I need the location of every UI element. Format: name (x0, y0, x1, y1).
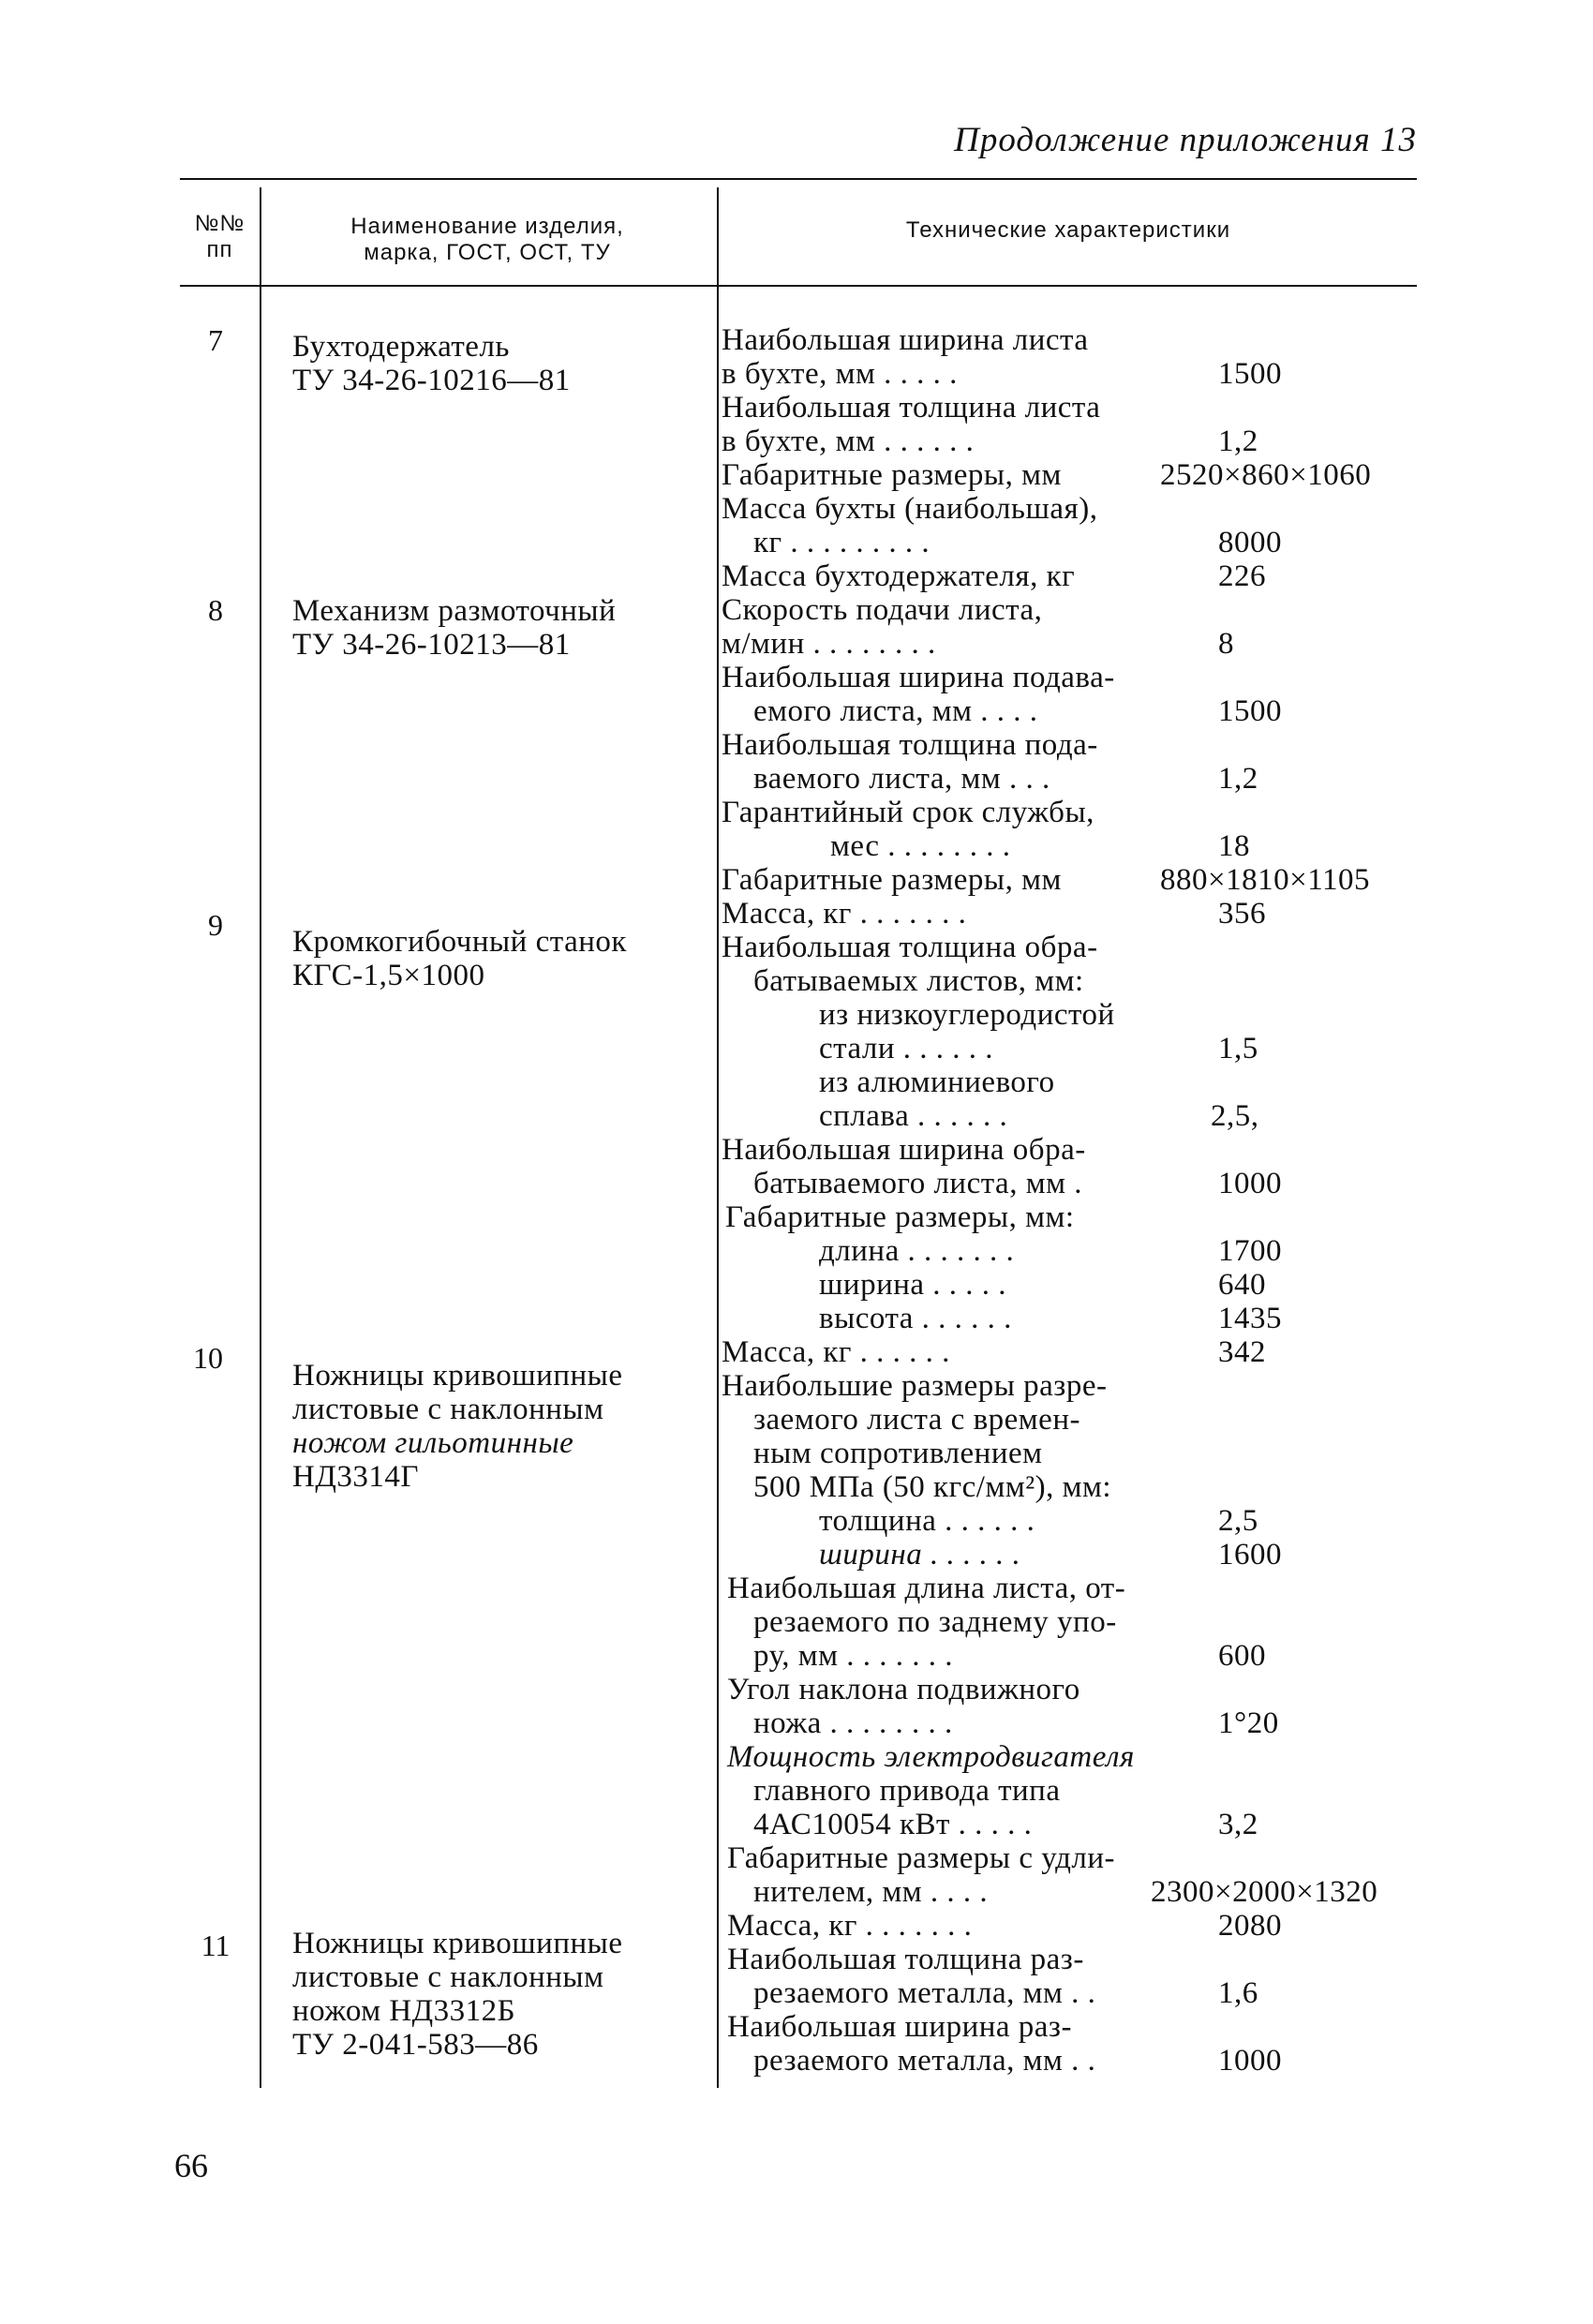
spec-text: Масса бухтодержателя, кг (722, 559, 1076, 593)
column-header-number-text: №№ пп (194, 211, 246, 262)
item-name-line: НД3314Г (292, 1460, 419, 1494)
spec-text: Скорость подачи листа, (722, 593, 1043, 627)
item-name-line: листовые с наклонным (292, 1393, 604, 1426)
column-header-name-text: Наименование изделия, марка, ГОСТ, ОСТ, ТУ (350, 214, 624, 265)
column-header-number (180, 211, 260, 263)
spec-text: Масса бухты (наибольшая), (722, 492, 1098, 526)
spec-line (0, 1032, 1593, 1065)
spec-line (0, 1268, 1593, 1302)
spec-value: 1000 (1218, 2044, 1282, 2078)
item-name-line: КГС-1,5×1000 (292, 959, 485, 992)
spec-text: Мощность электродвигателя (727, 1740, 1135, 1774)
spec-text: заемого листа с времен- (753, 1403, 1080, 1437)
spec-text: Масса, кг . . . . . . . (727, 1909, 973, 1943)
spec-line (0, 1808, 1593, 1841)
spec-text: ваемого листа, мм . . . (753, 762, 1050, 796)
spec-text: Наибольшая толщина листа (722, 391, 1101, 425)
spec-value: 1435 (1218, 1302, 1282, 1335)
spec-line (0, 661, 1593, 694)
spec-value: 8000 (1218, 526, 1282, 559)
spec-text: м/мин . . . . . . . . (722, 627, 936, 661)
spec-text: емого листа, мм . . . . (753, 694, 1038, 728)
spec-value: 2520×860×1060 (1160, 458, 1372, 492)
spec-text: Наибольшая толщина обра- (722, 931, 1098, 964)
spec-text: Наибольшая длина листа, от- (727, 1572, 1126, 1605)
spec-text: нителем, мм . . . . (753, 1875, 989, 1909)
spec-line (0, 1706, 1593, 1740)
spec-line (0, 1369, 1593, 1403)
spec-line (0, 1167, 1593, 1200)
spec-text: резаемого металла, мм . . (753, 2044, 1096, 2078)
spec-text: батываемых листов, мм: (753, 964, 1084, 998)
page-number: 66 (174, 2147, 208, 2184)
spec-text: ножа . . . . . . . . (753, 1706, 953, 1740)
spec-line (0, 458, 1593, 492)
spec-text: Угол наклона подвижного (727, 1673, 1080, 1706)
spec-text: Наибольшая толщина пода- (722, 728, 1098, 762)
spec-line (0, 1470, 1593, 1504)
spec-text: Наибольшая ширина листа (722, 323, 1089, 357)
spec-line (0, 1065, 1593, 1099)
spec-value: 1,2 (1218, 425, 1258, 458)
spec-line (0, 796, 1593, 829)
spec-text: Масса, кг . . . . . . . (722, 897, 967, 931)
column-header-specs-text: Технические характеристики (905, 217, 1231, 243)
spec-line (0, 1605, 1593, 1639)
table-top-rule (180, 178, 1417, 180)
spec-value: 18 (1218, 829, 1250, 863)
row-number: 11 (201, 1929, 231, 1962)
spec-line (0, 897, 1593, 931)
spec-line (0, 593, 1593, 627)
spec-value: 8 (1218, 627, 1234, 661)
item-name-line: ножом НД3312Б (292, 1994, 516, 2028)
spec-value: 1,2 (1218, 762, 1258, 796)
spec-text: в бухте, мм . . . . . (722, 357, 958, 391)
spec-text: стали . . . . . . (819, 1032, 994, 1065)
spec-value: 1600 (1218, 1538, 1282, 1572)
spec-value: 1500 (1218, 357, 1282, 391)
item-name-line: Ножницы кривошипные (292, 1927, 623, 1960)
spec-value: 356 (1218, 897, 1266, 931)
spec-text: Габаритные размеры с удли- (727, 1841, 1116, 1875)
spec-line (0, 1234, 1593, 1268)
spec-text: Габаритные размеры, мм (722, 863, 1062, 897)
spec-line (0, 323, 1593, 357)
spec-line (0, 559, 1593, 593)
page-header: Продолжение приложения 13 (954, 121, 1417, 159)
spec-text: Гарантийный срок службы, (722, 796, 1094, 829)
spec-value: 3,2 (1218, 1808, 1258, 1841)
spec-line (0, 1437, 1593, 1470)
spec-value: 1500 (1218, 694, 1282, 728)
spec-line (0, 1335, 1593, 1369)
spec-text: батываемого листа, мм . (753, 1167, 1082, 1200)
spec-line (0, 1538, 1593, 1572)
item-name-line: ТУ 34-26-10213—81 (292, 628, 571, 662)
spec-text: сплава . . . . . . (819, 1099, 1008, 1133)
spec-line (0, 1403, 1593, 1437)
spec-text: из низкоуглеродистой (819, 998, 1115, 1032)
spec-value: 2080 (1218, 1909, 1282, 1943)
spec-line (0, 931, 1593, 964)
spec-line (0, 863, 1593, 897)
spec-text: ширина . . . . . (819, 1268, 1007, 1302)
spec-line (0, 425, 1593, 458)
row-number: 7 (208, 323, 223, 357)
spec-line (0, 1909, 1593, 1943)
table-header-rule (180, 285, 1417, 287)
spec-line (0, 2010, 1593, 2044)
spec-line (0, 1943, 1593, 1976)
spec-text: кг . . . . . . . . . (753, 526, 930, 559)
spec-line (0, 1875, 1593, 1909)
spec-text: высота . . . . . . (819, 1302, 1012, 1335)
spec-line (0, 1976, 1593, 2010)
spec-text: длина . . . . . . . (819, 1234, 1015, 1268)
spec-line (0, 762, 1593, 796)
spec-line (0, 1099, 1593, 1133)
spec-text: 500 МПа (50 кгс/мм²), мм: (753, 1470, 1112, 1504)
row-number: 9 (208, 908, 223, 942)
spec-line (0, 627, 1593, 661)
spec-text: Наибольшая ширина раз- (727, 2010, 1072, 2044)
spec-line (0, 998, 1593, 1032)
spec-line (0, 391, 1593, 425)
spec-value: 1000 (1218, 1167, 1282, 1200)
spec-text: ру, мм . . . . . . . (753, 1639, 954, 1673)
spec-line (0, 728, 1593, 762)
spec-text: толщина . . . . . . (819, 1504, 1035, 1538)
spec-value: 2,5, (1211, 1099, 1259, 1133)
column-header-name (262, 214, 712, 266)
spec-line (0, 2044, 1593, 2078)
spec-line (0, 526, 1593, 559)
spec-value: 342 (1218, 1335, 1266, 1369)
item-name-line: Механизм размоточный (292, 594, 617, 628)
spec-value: 1,5 (1218, 1032, 1258, 1065)
spec-value: 2300×2000×1320 (1151, 1875, 1378, 1909)
spec-text: Наибольшие размеры разре- (722, 1369, 1108, 1403)
spec-text: главного привода типа (753, 1774, 1061, 1808)
item-name-line: Кромкогибочный станок (292, 925, 627, 959)
spec-text: 4АС10054 кВт . . . . . (753, 1808, 1033, 1841)
spec-text: Наибольшая ширина подава- (722, 661, 1115, 694)
spec-text: ширина . . . . . . (819, 1538, 1021, 1572)
spec-text: ным сопротивлением (753, 1437, 1043, 1470)
spec-value: 640 (1218, 1268, 1266, 1302)
spec-line (0, 492, 1593, 526)
spec-line (0, 694, 1593, 728)
item-name-line: ТУ 2-041-583—86 (292, 2028, 539, 2062)
spec-value: 600 (1218, 1639, 1266, 1673)
row-number: 10 (193, 1341, 223, 1375)
spec-line (0, 964, 1593, 998)
spec-line (0, 1639, 1593, 1673)
item-name-line: ножом гильотинные (292, 1426, 574, 1460)
spec-value: 1700 (1218, 1234, 1282, 1268)
spec-text: Наибольшая ширина обра- (722, 1133, 1086, 1167)
spec-value: 1,6 (1218, 1976, 1258, 2010)
item-name-line: ТУ 34-26-10216—81 (292, 364, 571, 397)
item-name-line: Бухтодержатель (292, 330, 510, 364)
spec-line (0, 829, 1593, 863)
spec-text: Масса, кг . . . . . . (722, 1335, 950, 1369)
column-header-specs (722, 217, 1415, 244)
spec-text: резаемого металла, мм . . (753, 1976, 1096, 2010)
spec-text: Наибольшая толщина раз- (727, 1943, 1084, 1976)
item-name-line: Ножницы кривошипные (292, 1359, 623, 1393)
spec-line (0, 1572, 1593, 1605)
spec-line (0, 1740, 1593, 1774)
spec-text: мес . . . . . . . . (830, 829, 1011, 863)
spec-line (0, 1504, 1593, 1538)
spec-line (0, 1841, 1593, 1875)
spec-text: из алюминиевого (819, 1065, 1055, 1099)
spec-line (0, 1302, 1593, 1335)
spec-value: 2,5 (1218, 1504, 1258, 1538)
spec-text: в бухте, мм . . . . . . (722, 425, 975, 458)
spec-line (0, 1200, 1593, 1234)
spec-value: 880×1810×1105 (1160, 863, 1370, 897)
spec-text: Габаритные размеры, мм (722, 458, 1062, 492)
spec-line (0, 1774, 1593, 1808)
spec-line (0, 357, 1593, 391)
spec-value: 1°20 (1218, 1706, 1279, 1740)
spec-value: 226 (1218, 559, 1266, 593)
spec-line (0, 1133, 1593, 1167)
spec-line (0, 1673, 1593, 1706)
item-name-line: листовые с наклонным (292, 1960, 604, 1994)
spec-text: Габаритные размеры, мм: (725, 1200, 1075, 1234)
row-number: 8 (208, 593, 223, 627)
spec-text: резаемого по заднему упо- (753, 1605, 1117, 1639)
